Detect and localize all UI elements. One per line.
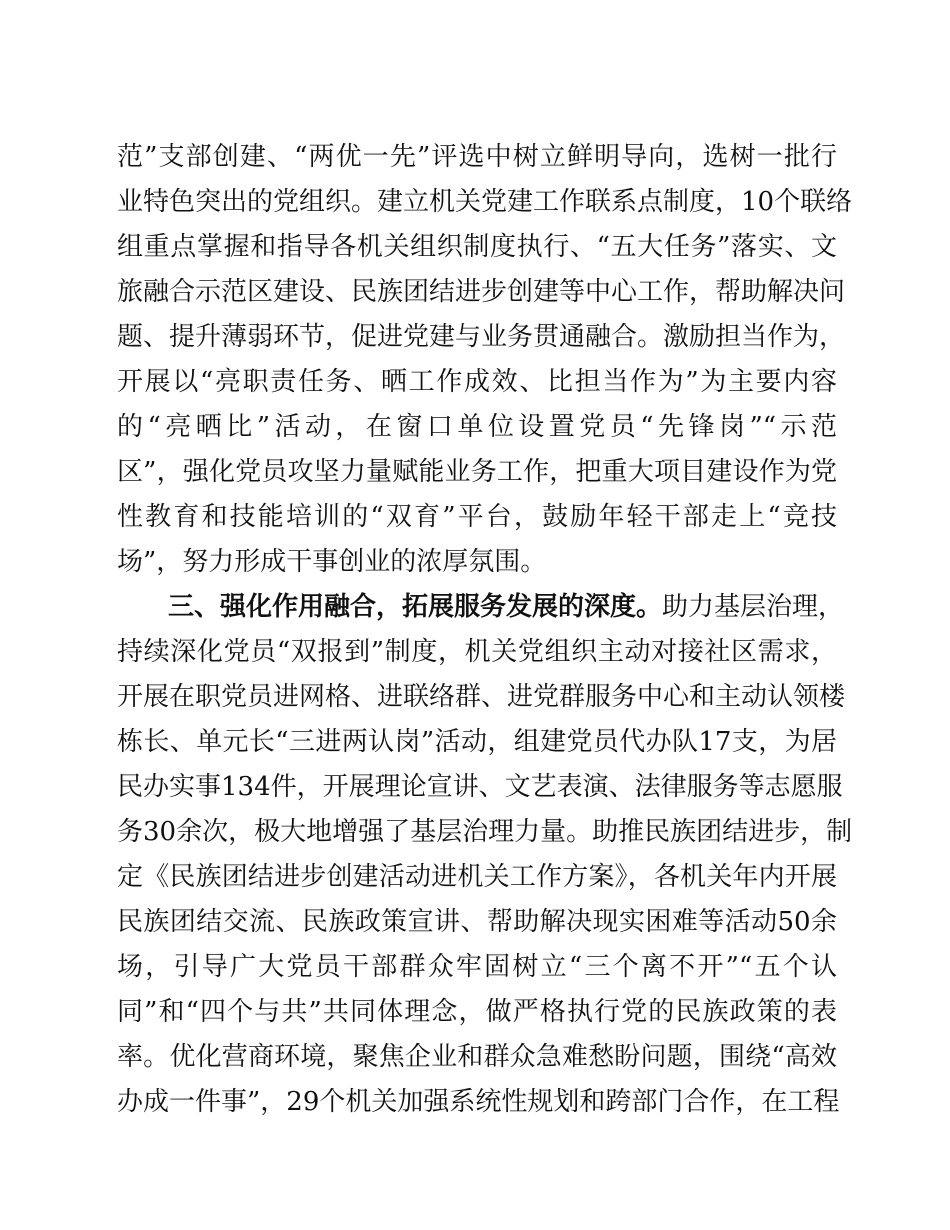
paragraph-line: 的“亮晒比”活动，在窗口单位设置党员“先锋岗”“示范 bbox=[117, 412, 837, 442]
section-first-line bbox=[168, 585, 845, 629]
paragraph-line: 持续深化党员“双报到”制度，机关党组织主动对接社区需求， bbox=[117, 637, 837, 667]
paragraph-line: 同”和“四个与共”共同体理念，做严格执行党的民族政策的表 bbox=[117, 997, 837, 1027]
paragraph-line: 民族团结交流、民族政策宣讲、帮助解决现实困难等活动50余 bbox=[117, 907, 837, 937]
paragraph-line: 场，引导广大党员干部群众牢固树立“三个离不开”“五个认 bbox=[117, 952, 837, 982]
paragraph-line: 旅融合示范区建设、民族团结进步创建等中心工作，帮助解决问 bbox=[117, 277, 846, 307]
paragraph-line: 定《民族团结进步创建活动进机关工作方案》，各机关年内开展 bbox=[117, 862, 837, 892]
paragraph-line: 场”，努力形成干事创业的浓厚氛围。 bbox=[117, 547, 547, 577]
paragraph-line: 区”，强化党员攻坚力量赋能业务工作，把重大项目建设作为党 bbox=[117, 457, 837, 487]
paragraph-line: 范”支部创建、“两优一先”评选中树立鲜明导向，选树一批行 bbox=[117, 142, 837, 172]
paragraph-line: 民办实事134件，开展理论宣讲、文艺表演、法律服务等志愿服 bbox=[117, 772, 843, 802]
paragraph-line: 办成一件事”，29个机关加强系统性规划和跨部门合作，在工程 bbox=[117, 1087, 840, 1117]
paragraph-line: 组重点掌握和指导各机关组织制度执行、“五大任务”落实、文 bbox=[117, 232, 837, 262]
section-heading: 三、强化作用融合，拓展服务发展的深度。 bbox=[168, 592, 663, 622]
paragraph-line: 开展在职党员进网格、进联络群、进党群服务中心和主动认领楼 bbox=[117, 682, 846, 712]
paragraph-line: 率。优化营商环境，聚焦企业和群众急难愁盼问题，围绕“高效 bbox=[117, 1042, 837, 1072]
paragraph-line: 栋长、单元长“三进两认岗”活动，组建党员代办队17支，为居 bbox=[117, 727, 837, 757]
paragraph-line: 业特色突出的党组织。建立机关党建工作联系点制度，10个联络 bbox=[117, 187, 853, 217]
section-first-line-text: 助力基层治理， bbox=[662, 592, 845, 622]
paragraph-line: 题、提升薄弱环节，促进党建与业务贯通融合。激励担当作为， bbox=[117, 322, 846, 352]
paragraph-line: 性教育和技能培训的“双育”平台，鼓励年轻干部走上“竞技 bbox=[117, 502, 837, 532]
paragraph-line: 务30余次，极大地增强了基层治理力量。助推民族团结进步，制 bbox=[117, 817, 853, 847]
paragraph-line: 开展以“亮职责任务、晒工作成效、比担当作为”为主要内容 bbox=[117, 367, 837, 397]
